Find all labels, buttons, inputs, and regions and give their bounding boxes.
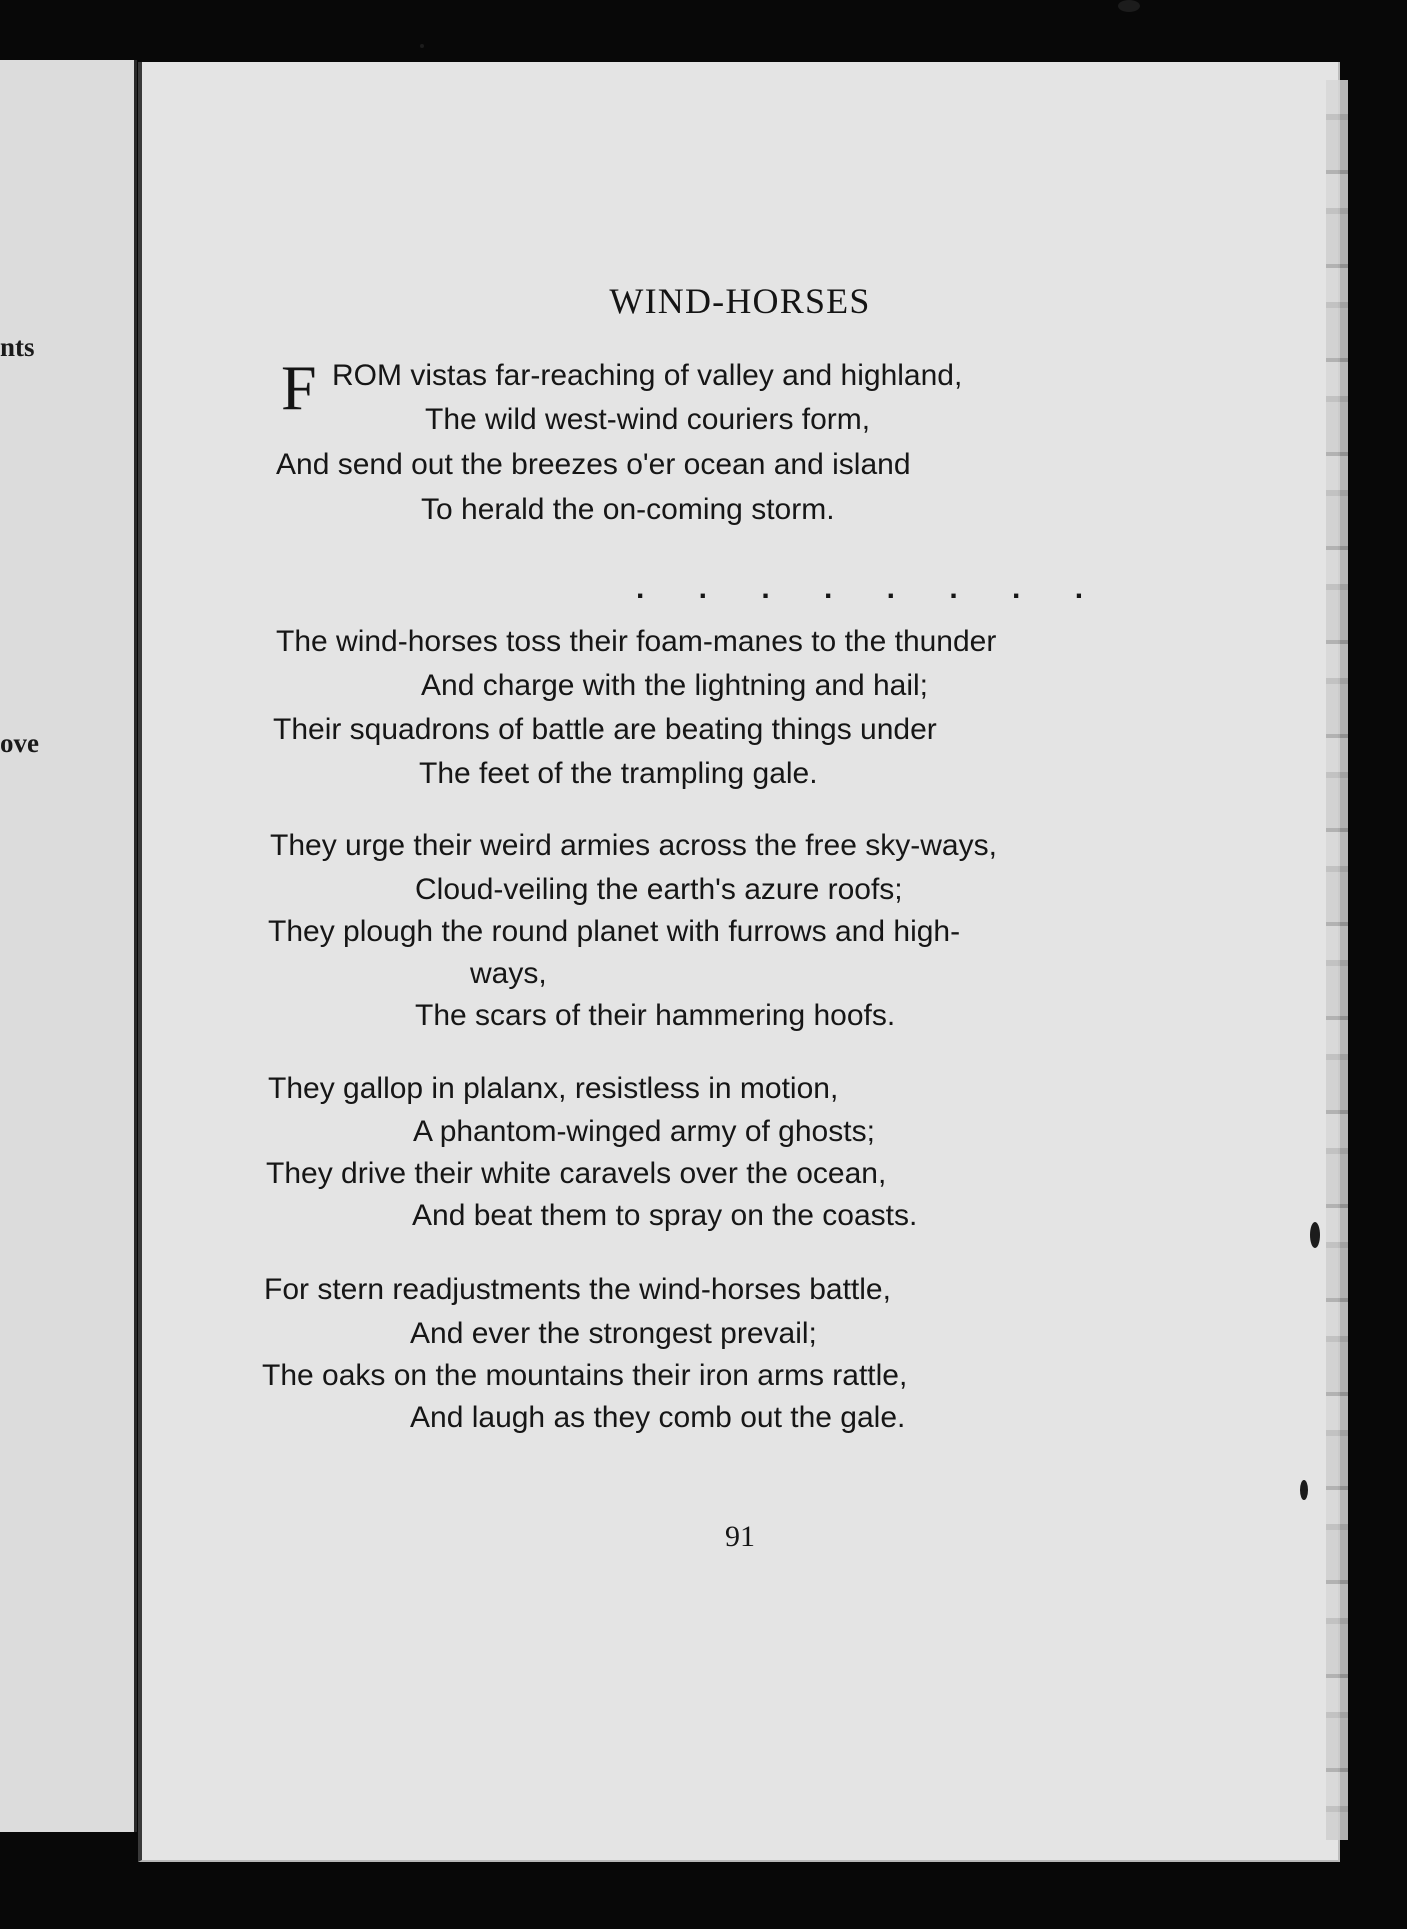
poem-line: And charge with the lightning and hail; (421, 669, 929, 702)
poem-line: They plough the round planet with furrows and high- (268, 915, 961, 948)
facing-page-fragment: nts (0, 332, 35, 362)
poem-line: Cloud-veiling the earth's azure roofs; (415, 873, 903, 906)
poem-line: ways, (470, 957, 547, 990)
scan-speck (1118, 0, 1140, 12)
scan-speck (1300, 1480, 1308, 1500)
poem-title: WIND-HORSES (609, 281, 871, 321)
poem-line: A phantom-winged army of ghosts; (413, 1115, 875, 1148)
poem-line: And send out the breezes o'er ocean and island (276, 448, 911, 481)
drop-cap: F (281, 352, 317, 423)
poem-line: The feet of the trampling gale. (419, 757, 818, 790)
section-break: . . . . . . . . (636, 572, 1107, 605)
book-page (138, 62, 1340, 1862)
facing-page-fragment: ove (0, 728, 39, 758)
poem-line: And ever the strongest prevail; (410, 1317, 817, 1350)
poem-line: The scars of their hammering hoofs. (415, 999, 896, 1032)
poem-line: ROM vistas far-reaching of valley and highland, (332, 359, 963, 392)
scan-speck (420, 44, 424, 48)
poem-line: Their squadrons of battle are beating things under (273, 713, 937, 746)
poem-line: They urge their weird armies across the free sky-ways, (270, 829, 997, 862)
poem-line: The wind-horses toss their foam-manes to the thunder (276, 625, 997, 658)
poem-line: They gallop in plalanx, resistless in motion, (268, 1072, 839, 1105)
poem-line: The oaks on the mountains their iron arms rattle, (262, 1359, 908, 1392)
poem-line: For stern readjustments the wind-horses battle, (264, 1273, 891, 1306)
poem-line: And laugh as they comb out the gale. (410, 1401, 906, 1434)
poem-line: The wild west-wind couriers form, (425, 403, 871, 436)
poem-body (142, 62, 1338, 1860)
poem-line: And beat them to spray on the coasts. (412, 1199, 918, 1232)
page-edge (1326, 80, 1348, 1840)
poem-line: They drive their white caravels over the ocean, (266, 1157, 887, 1190)
page-number: 91 (725, 1520, 755, 1553)
facing-page (0, 60, 137, 1832)
poem-line: To herald the on-coming storm. (421, 493, 835, 526)
scan-speck (1310, 1222, 1320, 1248)
